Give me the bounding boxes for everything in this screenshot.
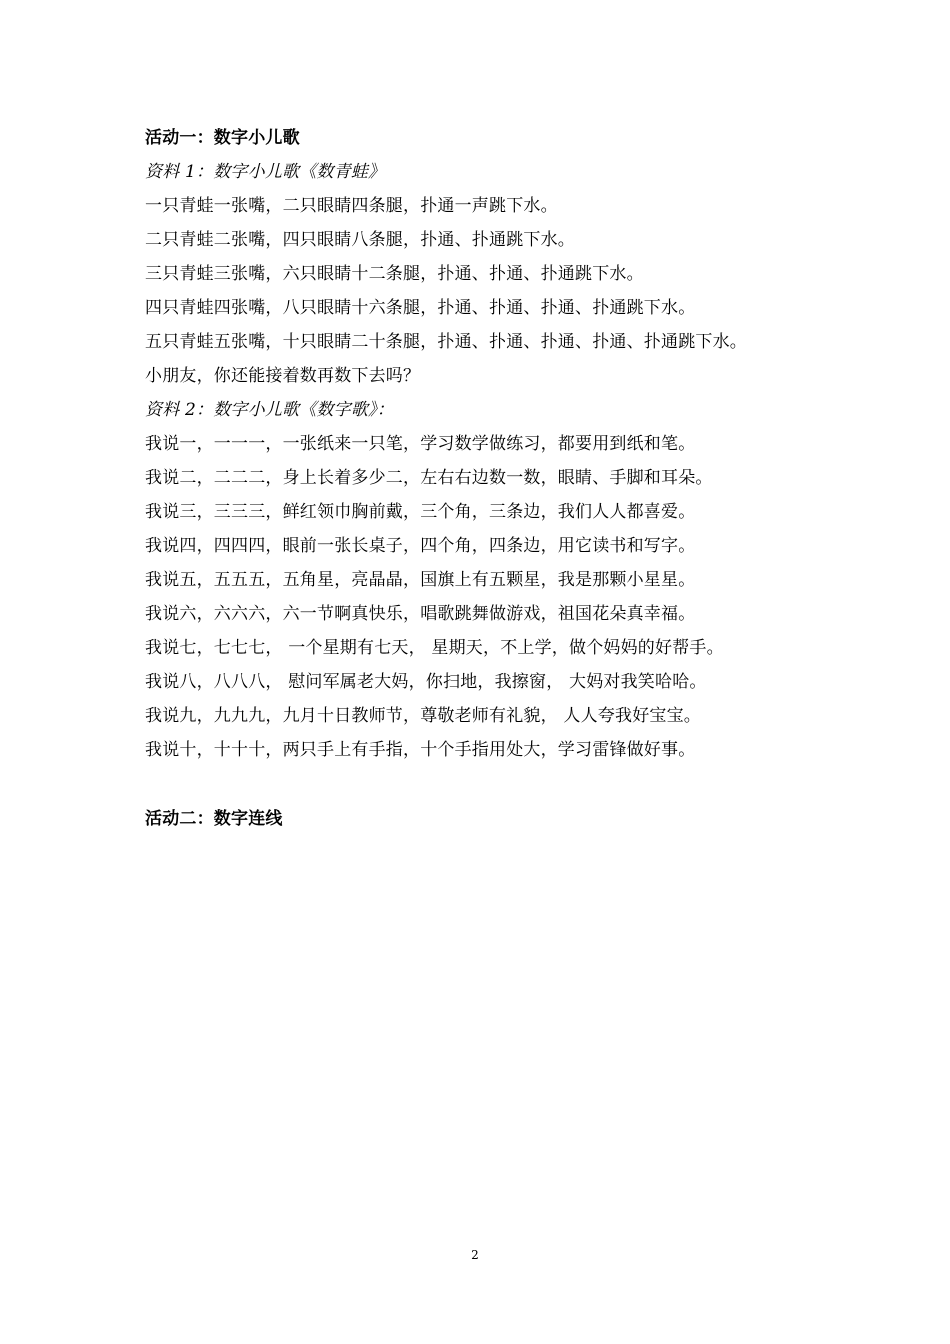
- source1-line: 小朋友，你还能接着数再数下去吗？: [145, 366, 421, 386]
- source1-line: 一只青蛙一张嘴，二只眼睛四条腿，扑通一声跳下水。: [145, 196, 558, 216]
- source1-line: 五只青蛙五张嘴，十只眼睛二十条腿，扑通、扑通、扑通、扑通、扑通跳下水。: [145, 332, 747, 352]
- source2-line: 我说八，八八八， 慰问军属老大妈，你扫地，我擦窗， 大妈对我笑哈哈。: [145, 672, 707, 692]
- source2-line: 我说十，十十十，两只手上有手指，十个手指用处大，学习雷锋做好事。: [145, 740, 696, 760]
- source2-line: 我说二，二二二，身上长着多少二，左右右边数一数，眼睛、手脚和耳朵。: [145, 468, 713, 488]
- source2-line: 我说六，六六六，六一节啊真快乐，唱歌跳舞做游戏，祖国花朵真幸福。: [145, 604, 696, 624]
- source2-title: 资料 2：数字小儿歌《数字歌》：: [145, 400, 394, 420]
- source1-line: 二只青蛙二张嘴，四只眼睛八条腿，扑通、扑通跳下水。: [145, 230, 575, 250]
- section-spacer: [145, 767, 865, 802]
- activity2-heading: 活动二：数字连线: [145, 809, 283, 829]
- source1-line: 三只青蛙三张嘴，六只眼睛十二条腿，扑通、扑通、扑通跳下水。: [145, 264, 644, 284]
- source2-line: 我说一，一一一，一张纸来一只笔，学习数学做练习，都要用到纸和笔。: [145, 434, 696, 454]
- page-content: [145, 121, 865, 836]
- source1-title: 资料 1：数字小儿歌《数青蛙》: [145, 162, 386, 182]
- source2-line: 我说五，五五五，五角星，亮晶晶，国旗上有五颗星，我是那颗小星星。: [145, 570, 696, 590]
- source2-line: 我说三，三三三，鲜红领巾胸前戴，三个角，三条边，我们人人都喜爱。: [145, 502, 696, 522]
- page-number: 2: [471, 1248, 479, 1262]
- source2-line: 我说四，四四四，眼前一张长桌子，四个角，四条边，用它读书和写字。: [145, 536, 696, 556]
- source2-line: 我说九，九九九，九月十日教师节，尊敬老师有礼貌， 人人夸我好宝宝。: [145, 706, 702, 726]
- source1-line: 四只青蛙四张嘴，八只眼睛十六条腿，扑通、扑通、扑通、扑通跳下水。: [145, 298, 696, 318]
- source2-line: 我说七，七七七， 一个星期有七天， 星期天，不上学，做个妈妈的好帮手。: [145, 638, 724, 658]
- activity1-heading: 活动一：数字小儿歌: [145, 128, 300, 148]
